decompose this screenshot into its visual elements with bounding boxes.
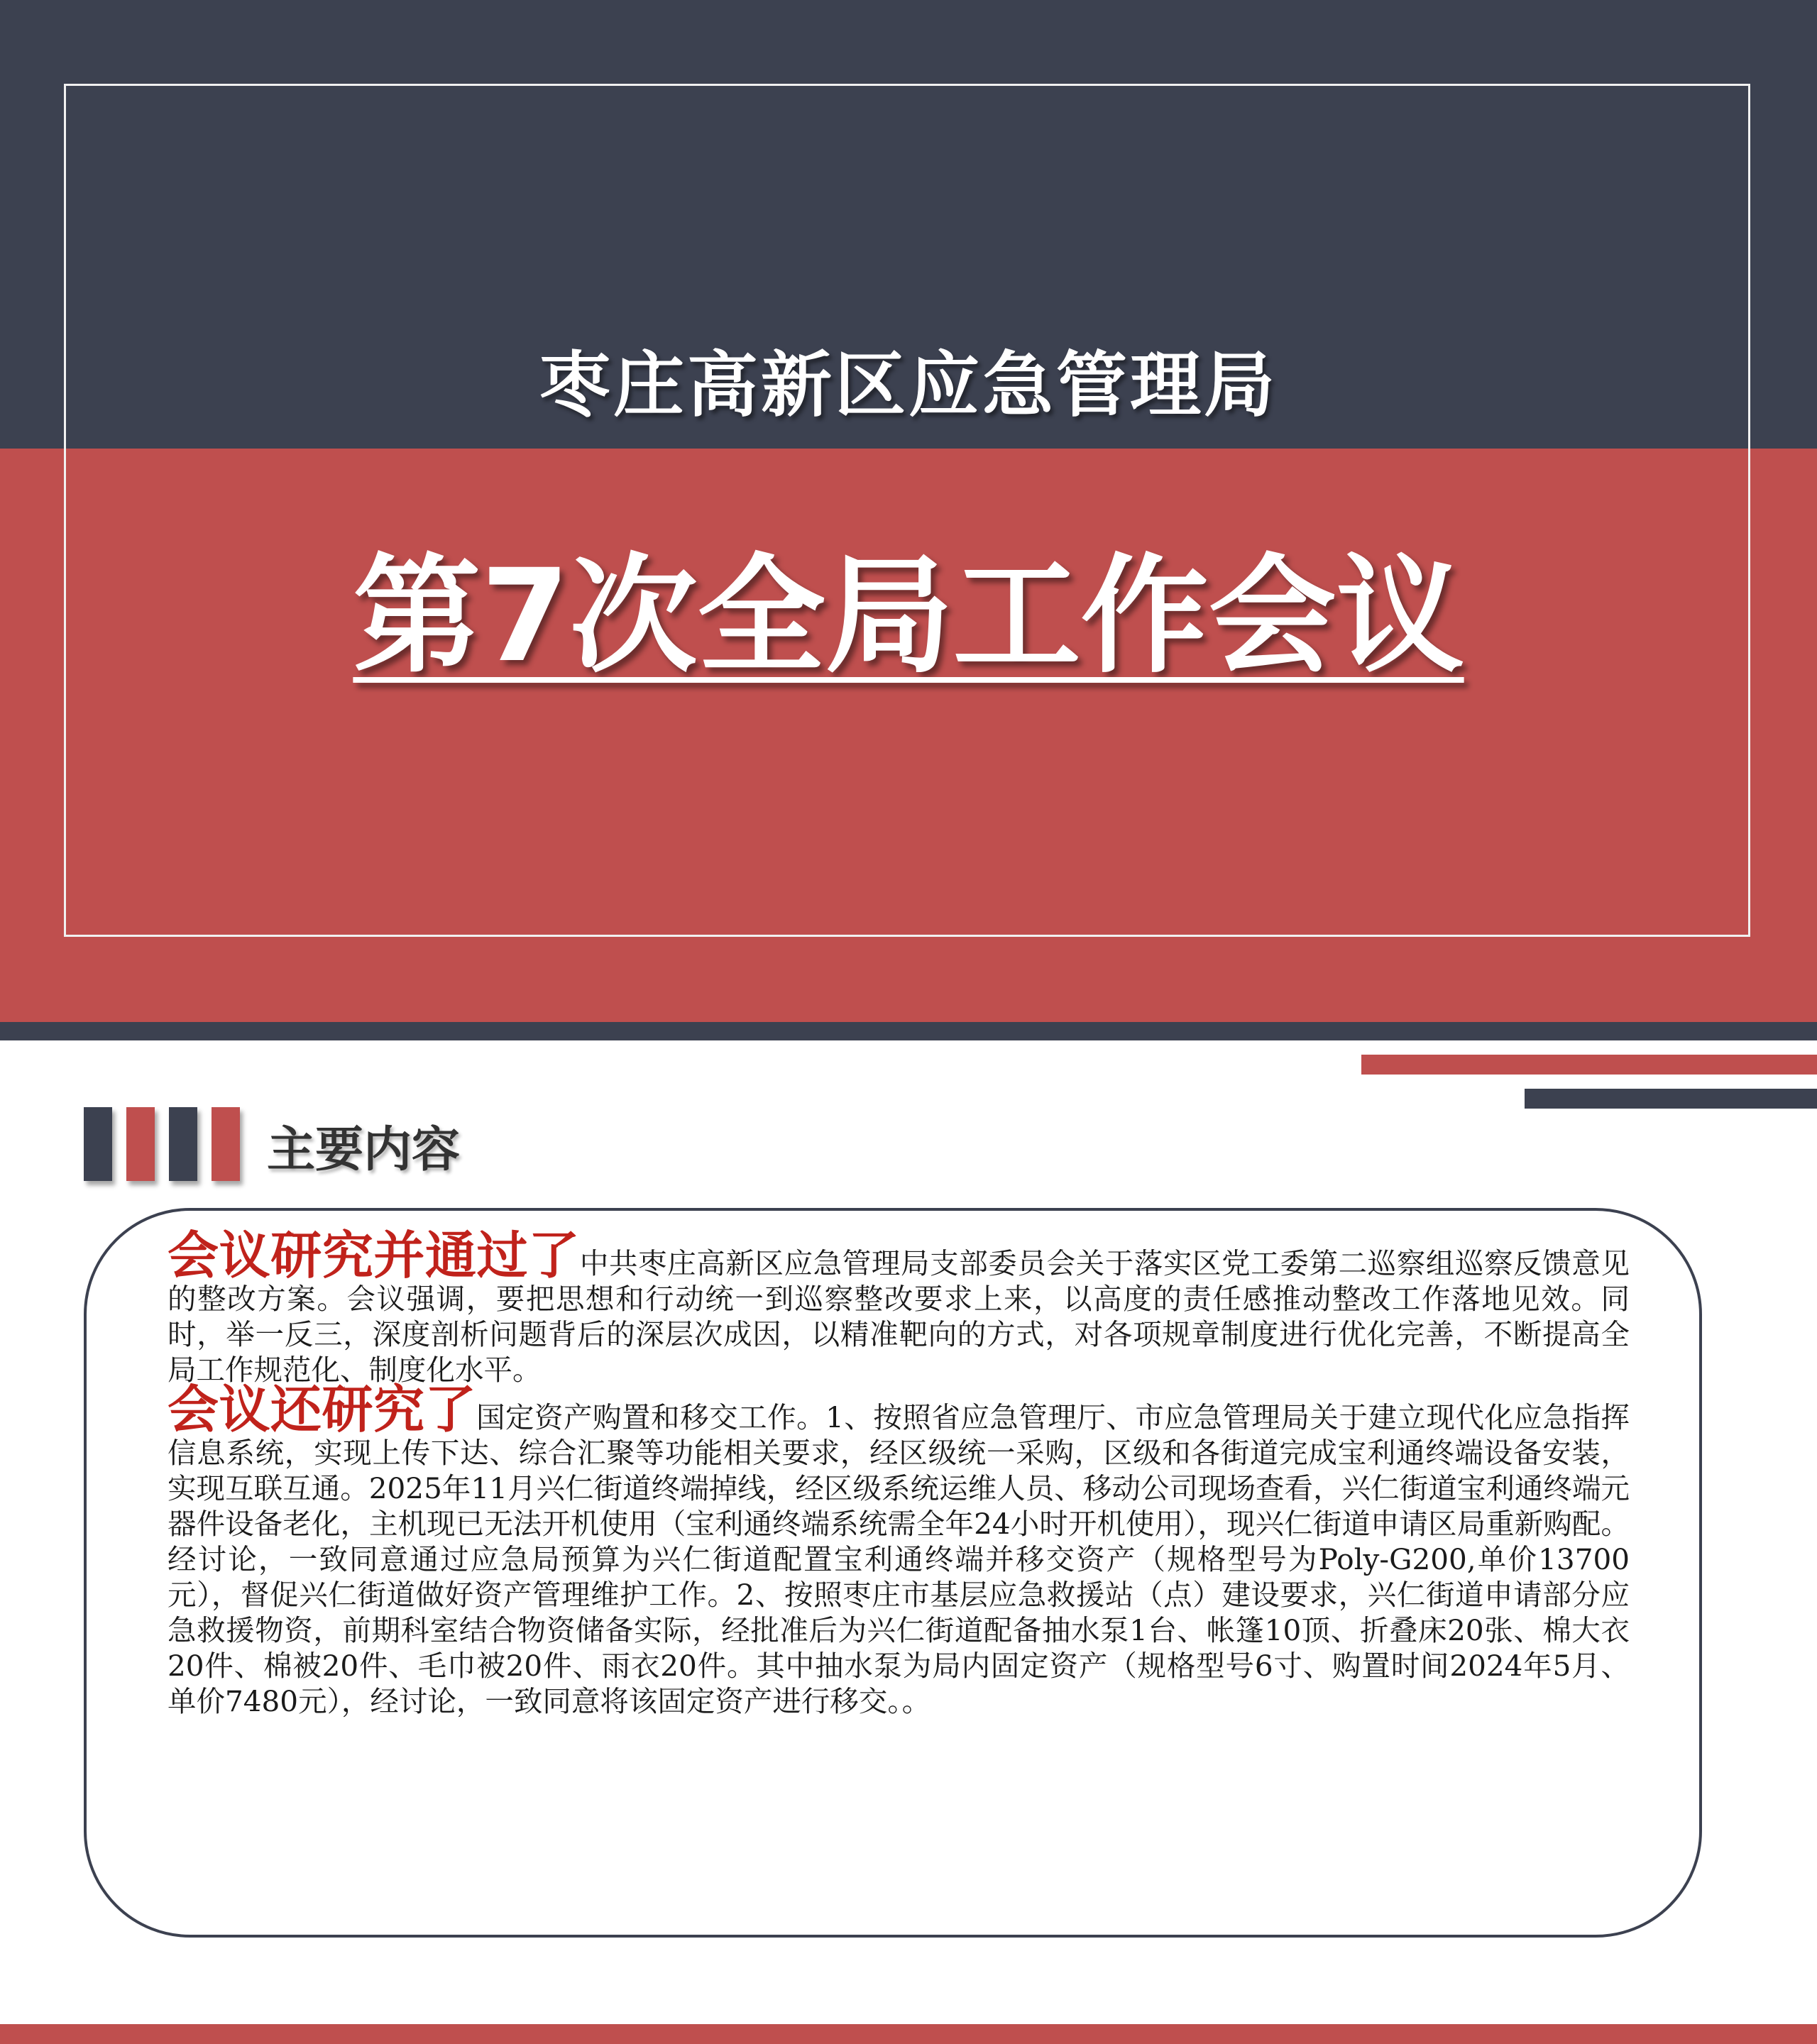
section-bars-icon (84, 1107, 237, 1184)
section-bar (169, 1107, 197, 1181)
paragraph-1-lead: 会议研究并通过了 (168, 1226, 580, 1285)
meeting-title: 第7次全局工作会议 (353, 542, 1464, 691)
section-title: 主要内容 (267, 1122, 461, 1178)
decor-red-stripe (1361, 1055, 1817, 1075)
paragraph-2-lead: 会议还研究了 (168, 1380, 477, 1439)
decor-dark-stripe (1525, 1089, 1817, 1109)
paragraph-2 (168, 1380, 1630, 1719)
paragraph-1-text: 中共枣庄高新区应急管理局支部委员会关于落实区党工委第二巡察组巡察反馈意见的整改方案。会议强调，要把思想和行动统一到巡察整改要求上来，以高度的责任感推动整改工作落地见效。同时，举一反三，深度剖析问题背后的深层次成因，以精准靶向的方式，对各项规章制度进行优化完善，不断提高全局工作规范化、制度化水平。 (168, 1246, 1630, 1387)
section-bar (84, 1107, 112, 1181)
paragraph-2-text: 国定资产购置和移交工作。1、按照省应急管理厅、市应急管理局关于建立现代化应急指挥信息系统，实现上传下达、综合汇聚等功能相关要求，经区级统一采购，区级和各街道完成宝利通终端设备安装，实现互联互通。2025年11月兴仁街道终端掉线，经区级系统运维人员、移动公司现场查看，兴仁街道宝利通终端元器件设备老化，主机现已无法开机使用（宝利通终端系统需全年24小时开机使用），现兴仁街道申请区局重新购配。经讨论，一致同意通过应急局预算为兴仁街道配置宝利通终端并移交资产（规格型号为Poly-G200,单价13700元），督促兴仁街道做好资产管理维护工作。2、按照枣庄市基层应急救援站（点）建设要求，兴仁街道申请部分应急救援物资，前期科室结合物资储备实际，经批准后为兴仁街道配备抽水泵1台、帐篷10顶、折叠床20张、棉大衣20件、棉被20件、毛巾被20件、雨衣20件。其中抽水泵为局内固定资产（规格型号6寸、购置时间2024年5月、单价7480元），经讨论，一致同意将该固定资产进行移交。。 (168, 1400, 1630, 1718)
footer-red-bar (0, 2024, 1817, 2044)
header-divider-bar (0, 1022, 1817, 1040)
section-bar (212, 1107, 240, 1181)
title-frame (64, 84, 1750, 937)
section-bar (126, 1107, 155, 1181)
meeting-title-wrap (0, 514, 1817, 697)
content-text (168, 1226, 1630, 1723)
org-name: 枣庄高新区应急管理局 (539, 344, 1278, 427)
paragraph-1 (168, 1226, 1630, 1388)
